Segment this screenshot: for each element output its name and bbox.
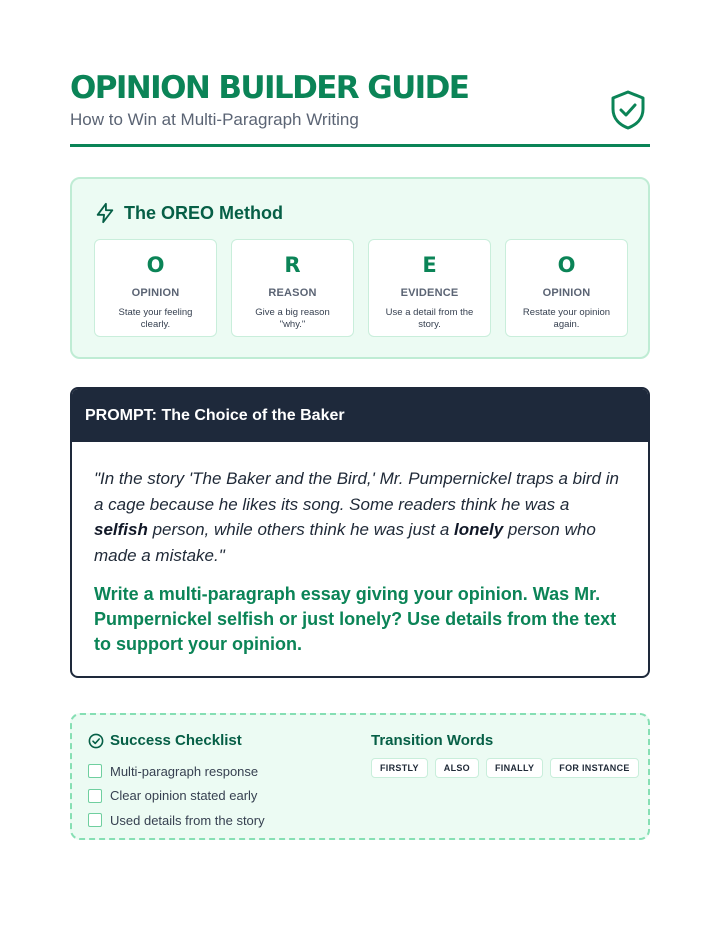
checklist-title: Success Checklist [110,732,242,749]
page-header [70,68,650,148]
oreo-card-evidence [368,239,491,337]
quote-text: "In the story 'The Baker and the Bird,' Mr. Pumpernickel traps a bird in a cage because he likes its song. Some readers think he was a [94,469,619,514]
checklist [88,759,265,833]
card-name: EVIDENCE [400,287,459,299]
oreo-card-opinion-restate [505,239,628,337]
card-desc: Give a big reason "why." [255,307,330,330]
prompt-box [70,387,650,678]
lightning-icon [94,202,116,224]
header-divider [70,144,650,147]
oreo-cards [94,239,628,337]
shield-check-icon [610,90,646,130]
checkbox[interactable] [88,813,102,827]
oreo-card-opinion [94,239,217,337]
checklist-heading [88,732,242,749]
quote-emphasis-selfish: selfish [94,520,148,540]
card-name: OPINION [131,287,180,299]
checklist-item[interactable] [88,759,265,784]
card-desc: Restate your opinion again. [522,307,611,330]
card-letter: O [557,253,576,277]
checklist-item[interactable] [88,808,265,833]
page-subtitle: How to Win at Multi-Paragraph Writing [70,110,359,129]
page-title: OPINION BUILDER GUIDE [70,70,469,106]
checkbox[interactable] [88,764,102,778]
transition-chip: FOR INSTANCE [550,758,638,778]
oreo-title: The OREO Method [124,202,283,223]
transition-chip: ALSO [435,758,479,778]
transition-words-title: Transition Words [371,732,494,749]
card-desc: Use a detail from the story. [385,307,474,330]
card-name: OPINION [542,287,591,299]
checklist-label: Used details from the story [110,812,265,828]
quote-emphasis-lonely: lonely [454,520,504,540]
card-letter: E [422,253,437,277]
checklist-label: Clear opinion stated early [110,788,258,804]
card-name: REASON [268,287,317,299]
oreo-heading [94,201,283,225]
prompt-task: Write a multi-paragraph essay giving your opinion. Was Mr. Pumpernickel selfish or just lonely? Use details from the text to support your opinion. [94,584,617,655]
transition-chip: FIRSTLY [371,758,428,778]
quote-text: person, while others think he was just a [147,520,455,540]
transition-chip: FINALLY [486,758,543,778]
card-desc: State your feeling clearly. [118,307,193,330]
prompt-quote [94,466,626,568]
quote-text: person who made a mistake." [94,520,596,565]
card-letter: R [284,253,301,277]
transition-words [371,758,639,778]
checklist-label: Multi-paragraph response [110,763,259,779]
checklist-item[interactable] [88,784,265,809]
checkbox[interactable] [88,789,102,803]
check-circle-icon [88,733,104,749]
prompt-header: PROMPT: The Choice of the Baker [85,406,345,424]
prompt-header-bar [72,389,648,442]
oreo-card-reason [231,239,354,337]
oreo-method-panel [70,177,650,359]
card-letter: O [146,253,165,277]
checklist-panel [70,713,650,840]
